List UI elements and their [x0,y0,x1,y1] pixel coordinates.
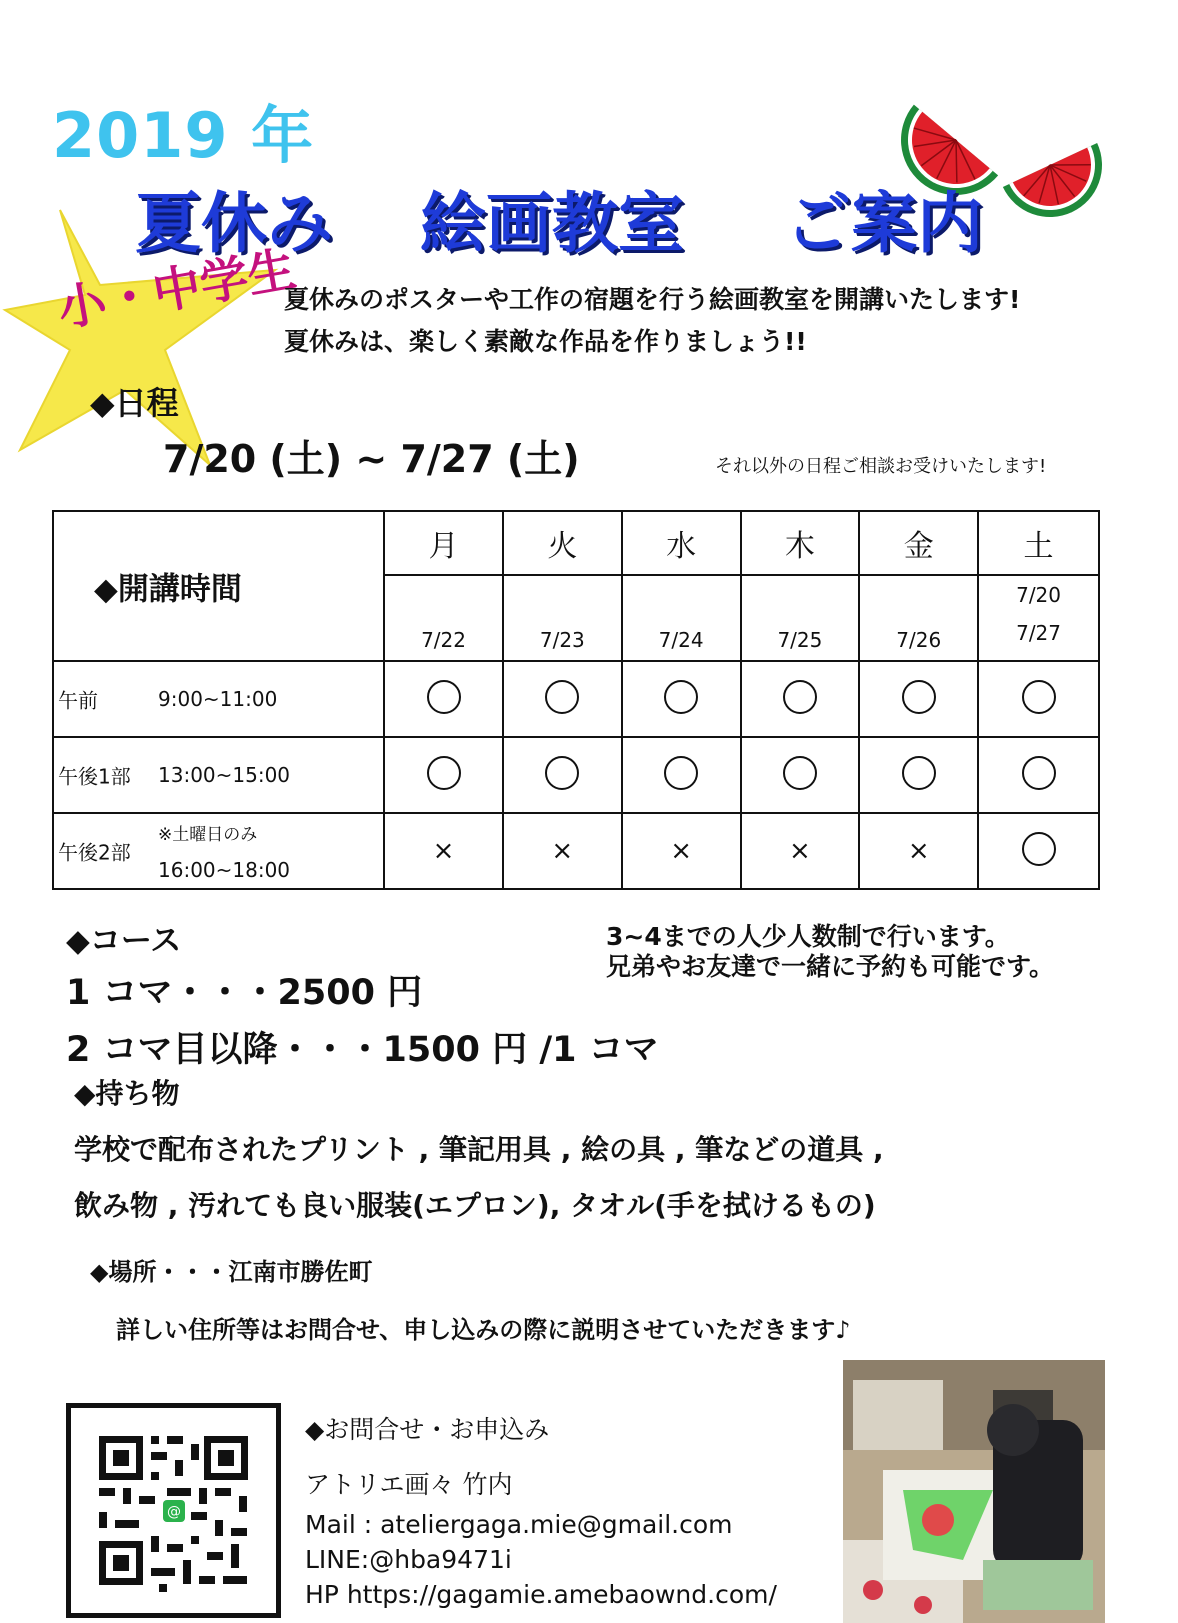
session-label [53,737,384,813]
session-note: ※土曜日のみ [158,825,258,845]
available-mark-icon [1022,756,1056,790]
schedule-table [52,510,1100,890]
availability-cell [978,661,1099,737]
availability-cell [741,813,860,889]
available-mark-icon [664,756,698,790]
availability-cell [384,737,503,813]
contact-line[interactable]: LINE:@hba9471i [305,1545,512,1574]
place-note: 詳しい住所等はお問合せ、申し込みの際に説明させていただきます♪ [116,1316,851,1344]
price-additional: 2 コマ目以降・・・1500 円 /1 コマ [66,1030,659,1070]
date-cell: 7/22 [384,575,503,661]
availability-cell [741,737,860,813]
availability-cell [622,813,741,889]
unavailable-mark: × [789,836,811,866]
contact-name: アトリエ画々 竹内 [305,1470,513,1499]
available-mark-icon [1022,832,1056,866]
table-heading: ◆開講時間 [94,571,242,608]
availability-cell [978,737,1099,813]
date-cell: 7/25 [741,575,860,661]
svg-text:@: @ [167,1504,181,1520]
day-header: 土 [978,511,1099,575]
unavailable-mark: × [670,836,693,866]
availability-cell [741,661,860,737]
schedule-range: 7/20 (土) ~ 7/27 (土) [163,437,580,481]
available-mark-icon [902,680,936,714]
belongings-line-1: 学校で配布されたプリント , 筆記用具 , 絵の具 , 筆などの道具 , [74,1133,884,1166]
availability-cell [503,661,622,737]
price-first: 1 コマ・・・2500 円 [66,973,423,1013]
day-header: 木 [741,511,860,575]
availability-cell [859,813,978,889]
availability-cell [503,813,622,889]
date-cell: 7/20 7/27 [978,575,1099,661]
schedule-heading: ◆日程 [90,384,179,422]
contact-heading: ◆お問合せ・お申込み [305,1415,550,1444]
course-note-line: 兄弟やお友達で一緒に予約も可能です。 [606,952,1055,981]
course-heading: ◆コース [66,923,182,959]
course-note-line: 3~4までの人少人数制で行います。 [606,922,1010,951]
session-name: 午後1部 [58,764,131,789]
available-mark-icon [783,756,817,790]
contact-hp[interactable]: HP https://gagamie.amebaownd.com/ [305,1580,777,1609]
day-header: 水 [622,511,741,575]
availability-cell [978,813,1099,889]
available-mark-icon [545,756,579,790]
available-mark-icon [1022,680,1056,714]
day-header: 火 [503,511,622,575]
title-art-class: 絵画教室 [420,185,684,262]
availability-cell [503,737,622,813]
session-time: 16:00~18:00 [158,858,291,882]
date-cell: 7/23 [503,575,622,661]
available-mark-icon [545,680,579,714]
availability-cell [859,737,978,813]
available-mark-icon [902,756,936,790]
available-mark-icon [427,680,461,714]
unavailable-mark: × [907,836,930,866]
child-painting-photo [843,1360,1105,1623]
session-label [53,661,384,737]
schedule-other-note: それ以外の日程ご相談お受けいたします! [715,456,1047,477]
year-heading: 2019 年 [52,99,315,172]
day-header: 金 [859,511,978,575]
session-time: 13:00~15:00 [158,763,291,787]
unavailable-mark: × [432,836,455,866]
title-guide: ご案内 [785,185,983,262]
availability-cell [384,813,503,889]
available-mark-icon [783,680,817,714]
belongings-line-2: 飲み物 , 汚れても良い服装(エプロン), タオル(手を拭けるもの) [74,1189,876,1222]
date-cell: 7/26 [859,575,978,661]
target-badge: 小・中学生 [53,241,301,338]
place-heading: ◆場所・・・江南市勝佐町 [90,1258,373,1286]
session-name: 午後2部 [58,840,131,865]
table-heading-cell [53,511,384,661]
date-cell: 7/24 [622,575,741,661]
session-name: 午前 [58,688,98,713]
availability-cell [859,661,978,737]
availability-cell [622,737,741,813]
belongings-heading: ◆持ち物 [74,1077,180,1110]
availability-cell [622,661,741,737]
qr-code-icon [71,1408,276,1613]
title-summer: 夏休み [135,185,333,262]
available-mark-icon [664,680,698,714]
course-note [606,922,1054,982]
available-mark-icon [427,756,461,790]
contact-mail[interactable]: Mail : ateliergaga.mie@gmail.com [305,1510,733,1539]
availability-cell [384,661,503,737]
intro-line-2: 夏休みは、楽しく素敵な作品を作りましょう!! [284,327,807,356]
unavailable-mark: × [551,836,574,866]
session-label [53,813,384,889]
day-header: 月 [384,511,503,575]
intro-line-1: 夏休みのポスターや工作の宿題を行う絵画教室を開講いたします! [284,285,1021,314]
session-time: 9:00~11:00 [158,687,278,711]
qr-code[interactable] [66,1403,281,1618]
